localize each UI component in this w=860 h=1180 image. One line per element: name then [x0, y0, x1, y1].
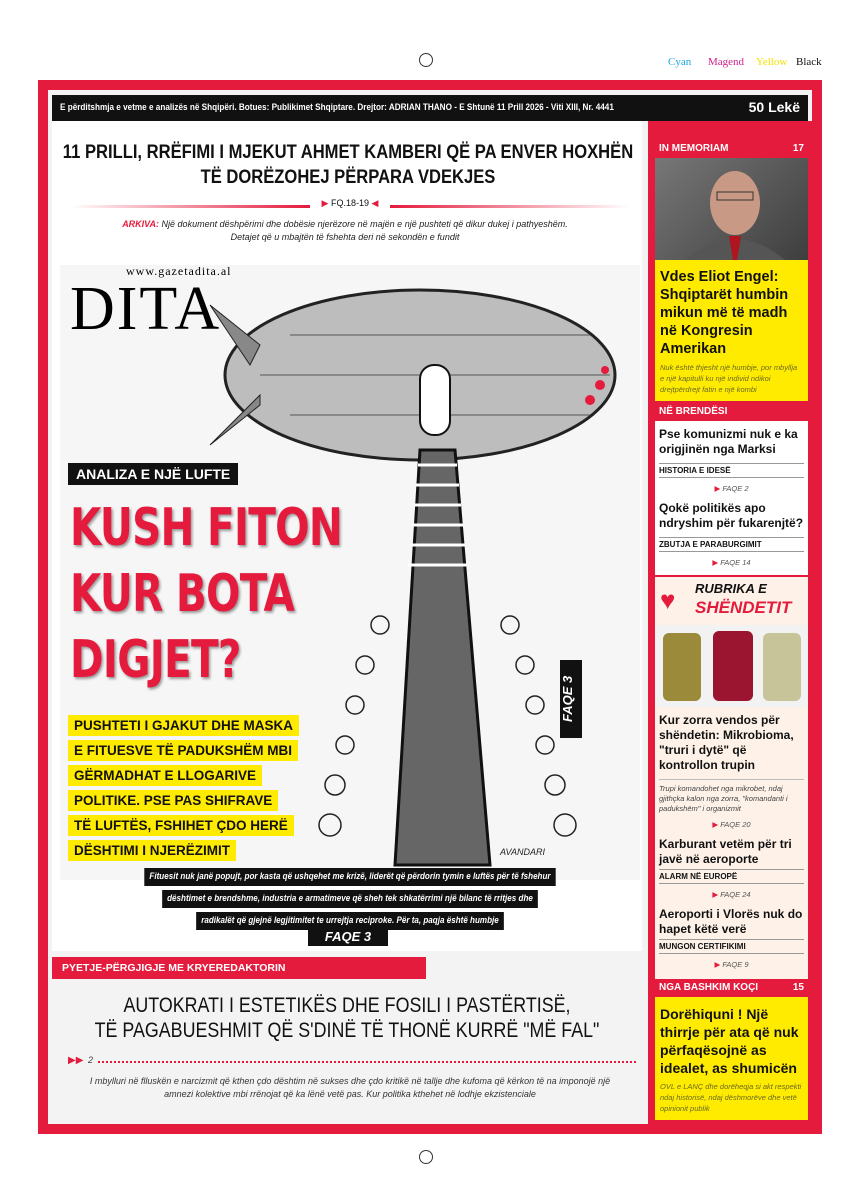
health-rubric-header — [655, 577, 808, 625]
sub-line: E FITUESVE TË PADUKSHËM MBI — [68, 740, 298, 761]
inside-item[interactable] — [655, 427, 808, 493]
sub-line: POLITIKE. PSE PAS SHIFRAVE — [68, 790, 278, 811]
sub-line: GËRMADHAT E LLOGARIVE — [68, 765, 262, 786]
item-tag: MUNGON CERTIFIKIMI — [659, 939, 804, 954]
health-title: Kur zorra vendos për shëndetin: Mikrobioma, "truri i dytë" që kontrollon trupin — [659, 713, 794, 772]
lead-page-vertical[interactable]: FAQE 3 — [560, 660, 582, 738]
summary-text: Një dokument dëshpërimi dhe dobësie njerëzore në majën e një pushteti që dikur dukej i pathyeshëm. Detajet që u mbajtën të fshehta deri në sekondën e fundit — [161, 219, 568, 242]
qa-section-label: PYETJE-PËRGJIGJE ME KRYEREDAKTORIN — [52, 957, 426, 979]
section-label: IN MEMORIAM — [659, 143, 729, 154]
item-page: FAQE 9 — [722, 960, 749, 969]
masthead-bar — [52, 95, 808, 121]
health-story[interactable] — [655, 713, 808, 829]
logo-text: DITA — [70, 275, 222, 343]
item-page: FAQE 2 — [722, 484, 749, 493]
cmyk-black: Black — [796, 56, 822, 68]
qa-title-line: TË PAGABUESHMIT QË S'DINË TË THONË KURRË "MË FAL" — [94, 1019, 600, 1042]
opinion-summary: OVL e LANÇ dhe dorëheqja si akt respekti ndaj historisë, ndaj dëshmorëve dhe vetë opinionit publik — [660, 1082, 802, 1113]
dita-logo[interactable] — [68, 264, 318, 343]
opinion-title: Dorëhiquni ! Një thirrje për ata që nuk përfaqësojnë as idealet, as shumicën — [660, 1006, 799, 1076]
item-title: Pse komunizmi nuk e ka origjinën nga Marksi — [659, 427, 798, 456]
arrow-icon: ▶ — [714, 960, 721, 969]
lead-subheadline — [68, 715, 348, 865]
section-page: 17 — [792, 143, 804, 154]
rubric-line2: SHËNDETIT — [695, 598, 792, 617]
health-item[interactable] — [655, 837, 808, 899]
item-page: FAQE 14 — [720, 558, 751, 567]
arrow-left-icon: ◀ — [371, 198, 379, 208]
inside-item[interactable] — [655, 501, 808, 567]
lead-summary — [61, 866, 639, 932]
item-title: Karburant vetëm për tri javë në aeroporte — [659, 837, 792, 866]
sub-line: DËSHTIMI I NJERËZIMIT — [68, 840, 236, 861]
memoriam-story[interactable] — [655, 260, 808, 401]
top-story-summary — [110, 218, 580, 244]
arrow-right-icon: ▶ — [321, 198, 329, 208]
cmyk-yellow: Yellow — [756, 56, 788, 68]
item-title: Aeroporti i Vlorës nuk do hapet këtë verë — [659, 907, 803, 936]
price: 50 Lekë — [748, 99, 800, 115]
item-page: FAQE 24 — [720, 890, 751, 899]
item-tag: ZBUTJA E PARABURGIMIT — [659, 537, 804, 552]
opinion-section-header — [655, 979, 808, 997]
logo-url: www.gazetadita.al — [126, 264, 232, 278]
arrow-icon: ▶ — [714, 484, 721, 493]
sub-line: TË LUFTËS, FSHIHET ÇDO HERË — [68, 815, 294, 836]
registration-mark — [419, 1150, 433, 1164]
lead-page-link[interactable]: FAQE 3 — [308, 928, 388, 946]
section-label: NË BRENDËSI — [659, 406, 728, 417]
qa-page-divider — [68, 1057, 636, 1067]
health-item[interactable] — [655, 907, 808, 969]
headline-line: KUR BOTA — [70, 564, 295, 624]
headline-line: KUSH FITON — [70, 498, 343, 558]
qa-summary: I mbylluri në flluskën e narcizmit që kthen çdo dështim në sukses dhe çdo kritikë në tallje dhe kufoma që kërkon të na imponojë një amnezi kolektive mbi rrënojat që ka lënë vetë pas. Kur politika kthehet në lodhje ekzistenciale — [89, 1076, 611, 1099]
registration-mark — [419, 53, 433, 67]
qa-title-line: AUTOKRATI I ESTETIKËS DHE FOSILI I PASTËRTISË, — [123, 994, 571, 1017]
summary-line: Fituesit nuk janë popujt, por kasta që ushqehet me krizë, liderët që përdorin tymin e luftës për të fshehur — [144, 868, 555, 886]
double-arrow-icon: ▶▶ — [68, 1055, 84, 1066]
arrow-icon: ▶ — [712, 890, 719, 899]
cmyk-cyan: Cyan — [668, 56, 692, 68]
lead-kicker: ANALIZA E NJË LUFTE — [68, 463, 238, 485]
lead-headline[interactable] — [70, 495, 398, 693]
health-section — [655, 577, 808, 979]
sub-line: PUSHTETI I GJAKUT DHE MASKA — [68, 715, 299, 736]
qa-title[interactable] — [60, 993, 635, 1043]
memoriam-photo — [655, 158, 808, 260]
arrow-icon: ▶ — [712, 820, 719, 829]
top-story-headline[interactable]: 11 PRILLI, RRËFIMI I MJEKUT AHMET KAMBERI QË PA ENVER HOXHËN TË DORËZOHEJ PËRPARA VDEKJES — [62, 141, 634, 188]
heart-cross-icon: ♥ — [660, 585, 676, 615]
fermented-jars-image — [655, 625, 808, 707]
top-story-pages — [70, 198, 630, 212]
memoriam-section-header — [655, 140, 808, 158]
summary-line: dështimet e brendshme, industria e armatimeve që sheh tek shkatërrimi një bilanc të rritjes dhe — [162, 890, 538, 908]
opinion-story[interactable] — [655, 997, 808, 1120]
cartoon-signature: AVANDARI — [500, 847, 546, 857]
memoriam-title: Vdes Eliot Engel: Shqiptarët humbin mikun më të madh në Kongresin Amerikan — [660, 269, 789, 357]
headline-line: DIGJET? — [70, 630, 241, 690]
section-page: 15 — [792, 982, 804, 993]
item-title: Qokë politikës apo ndryshim për fukarenjtë? — [659, 501, 804, 530]
sidebar-column — [655, 140, 808, 1120]
summary-line: radikalët që gjejnë legjitimitet te urrejtja reciproke. Për ta, paqja është humbje — [196, 912, 504, 930]
masthead-tagline: E përditshmja e vetme e analizës në Shqipëri. Botues: Publikimet Shqiptare. Drejtor: ADRIAN THANO - E Shtunë 11 Prill 2026 - Viti XIII, Nr. 4441 — [60, 102, 614, 113]
arrow-icon: ▶ — [712, 558, 719, 567]
memoriam-summary: Nuk është thjesht një humbje, por mbyllja e një kapitulli ku një individ ndikoi drejtpërdrejt fatin e një kombi — [660, 363, 798, 394]
rubric-line1: RUBRIKA E — [695, 581, 767, 596]
item-tag: ALARM NË EUROPË — [659, 869, 804, 884]
pages-label: FQ.18-19 — [330, 198, 370, 208]
arkiva-label: ARKIVA: — [122, 219, 160, 229]
cmyk-magenta: Magend — [708, 56, 745, 68]
item-tag: HISTORIA E IDESË — [659, 463, 804, 478]
inside-section-header — [655, 403, 808, 421]
health-page: FAQE 20 — [720, 820, 751, 829]
section-label: NGA BASHKIM KOÇI — [659, 982, 759, 993]
inside-list — [655, 421, 808, 575]
qa-page[interactable]: 2 — [88, 1055, 94, 1065]
portrait-image — [655, 158, 808, 260]
health-summary: Trupi komandohet nga mikrobet, ndaj gjithçka kalon nga zorra, "komandanti i padukshëm" i organizmit — [659, 779, 804, 814]
